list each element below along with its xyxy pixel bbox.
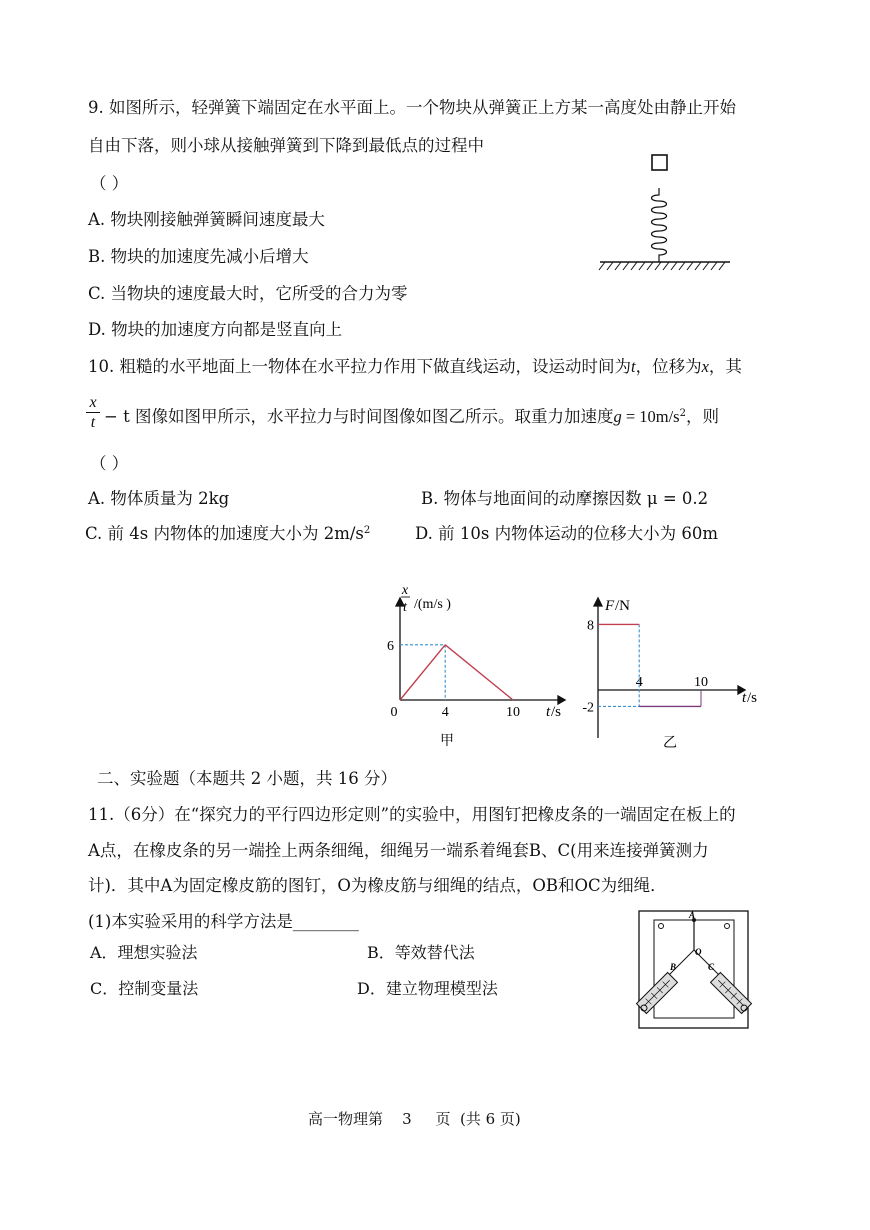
q11-option-b: B．等效替代法 [367,943,475,962]
q9-stem-line1: 9. 如图所示，轻弹簧下端固定在水平面上。一个物块从弹簧正上方某一高度处由静止开始 [88,98,736,117]
q10-var-x: x [701,357,709,376]
chart-jia-series [400,645,513,700]
q10-option-b: B. 物体与地面间的动摩擦因数 μ = 0.2 [421,489,709,508]
q10-option-c-exp: 2 [363,525,371,536]
spring-coil [652,188,667,262]
chart-yi-title: 乙 [663,736,677,751]
q10-stem-line1 [88,359,742,376]
q10-stem-line2 [104,409,719,426]
chart-yi-labels [582,618,708,715]
pin-top-left [659,924,664,929]
pin-top-right [725,924,730,929]
q9-option-b: B. 物块的加速度先减小后增大 [88,247,309,266]
q10-frac-num: x [86,394,100,413]
chart-jia-ylabel-unit: /(m/s ) [414,597,451,612]
q9-option-a: A. 物块刚接触弹簧瞬间速度最大 [88,210,325,229]
q9-option-d: D. 物块的加速度方向都是竖直向上 [88,320,343,339]
section-title: 二、实验题（本题共 2 小题，共 16 分） [97,769,397,788]
xtick-label-1: 4 [441,705,449,720]
chart-jia [370,580,570,760]
xtick-label-1: 10 [694,675,708,690]
q10-g-exp: 2 [679,408,686,419]
ytick-label-0: 6 [387,638,394,654]
q9-option-c: C. 当物块的速度最大时，它所受的合力为零 [88,284,408,303]
ground-hatching [599,262,725,270]
q11-stem-line2: A点，在橡皮条的另一端拴上两条细绳，细绳另一端系着绳套B、C(用来连接弹簧测力 [88,841,709,860]
q10-frac-den: t [90,414,96,431]
chart-yi [582,590,785,760]
label-a: A [689,910,696,920]
q11-subquestion-1: (1)本实验采用的科学方法是________ [88,912,359,931]
force-board-figure [638,910,750,1030]
q9-answer-bracket: （ ） [90,174,129,193]
q10-fraction-x-over-t [86,394,100,433]
chart-jia-ylabel-num: x [401,583,409,598]
chart-jia-xlabel-unit: /s [551,704,562,720]
chart-jia-title: 甲 [440,734,454,749]
label-o: O [695,947,702,957]
label-b: B [670,962,677,972]
spring-scale-b [636,972,677,1013]
q11-option-d: D．建立物理模型法 [357,979,498,998]
q10-text-a: 10. 粗糙的水平地面上一物体在水平拉力作用下做直线运动，设运动时间为 [88,357,631,376]
chart-yi-ylabel-unit: /N [615,598,630,614]
ytick-label-1: -2 [582,700,594,716]
xtick-label-0: 4 [635,675,643,690]
q11-stem-line3: 计)．其中A为固定橡皮筋的图钉，O为橡皮筋与细绳的结点，OB和OC为细绳． [88,876,667,895]
q10-option-a: A. 物体质量为 2kg [88,489,230,508]
xtick-label-0: 0 [390,705,398,720]
chart-yi-series [598,624,701,706]
chart-yi-guides [598,624,701,706]
q9-stem-line2: 自由下落，则小球从接触弹簧到下降到最低点的过程中 [88,136,484,155]
chart-yi-ylabel: F [605,598,615,614]
block [652,155,667,170]
q10-g-value: = 10m/s [621,407,680,426]
spring-figure [595,150,735,275]
q10-var-g: g [613,407,622,426]
q10-var-t: t [631,357,636,376]
label-c: C [708,962,715,972]
q11-stem-line1: 11.（6分）在“探究力的平行四边形定则”的实验中，用图钉把橡皮条的一端固定在板上的 [88,805,736,824]
q11-option-c: C．控制变量法 [90,979,199,998]
q10-option-d: D. 前 10s 内物体运动的位移大小为 60m [415,524,718,543]
chart-jia-ylabel-den: t [403,600,407,615]
q10-text-b: ，位移为 [635,357,702,376]
chart-yi-axes [594,598,745,738]
series-segment-1 [445,645,513,700]
chart-yi-xlabel-unit: /s [747,690,758,706]
q10-option-c-text: C. 前 4s 内物体的加速度大小为 2m/s [85,524,364,543]
chart-jia-axes [396,598,565,704]
q10-text-line2b: ，则 [685,407,719,426]
series-segment-0 [400,645,445,700]
chart-yi-xlabel: t [742,690,747,706]
q10-option-c [85,526,370,543]
q10-answer-bracket: （ ） [90,454,129,473]
q10-text-line2a: − t 图像如图甲所示，水平拉力与时间图像如图乙所示。取重力加速度 [104,407,614,426]
spring-scale-c [710,972,751,1013]
ytick-label-0: 8 [587,618,594,634]
q10-text-c: ，其 [708,357,742,376]
chart-jia-xlabel: t [546,704,551,720]
xtick-label-2: 10 [506,705,520,720]
page-footer: 高一物理第 3 页 (共 6 页) [308,1110,521,1128]
q11-option-a: A．理想实验法 [90,943,198,962]
